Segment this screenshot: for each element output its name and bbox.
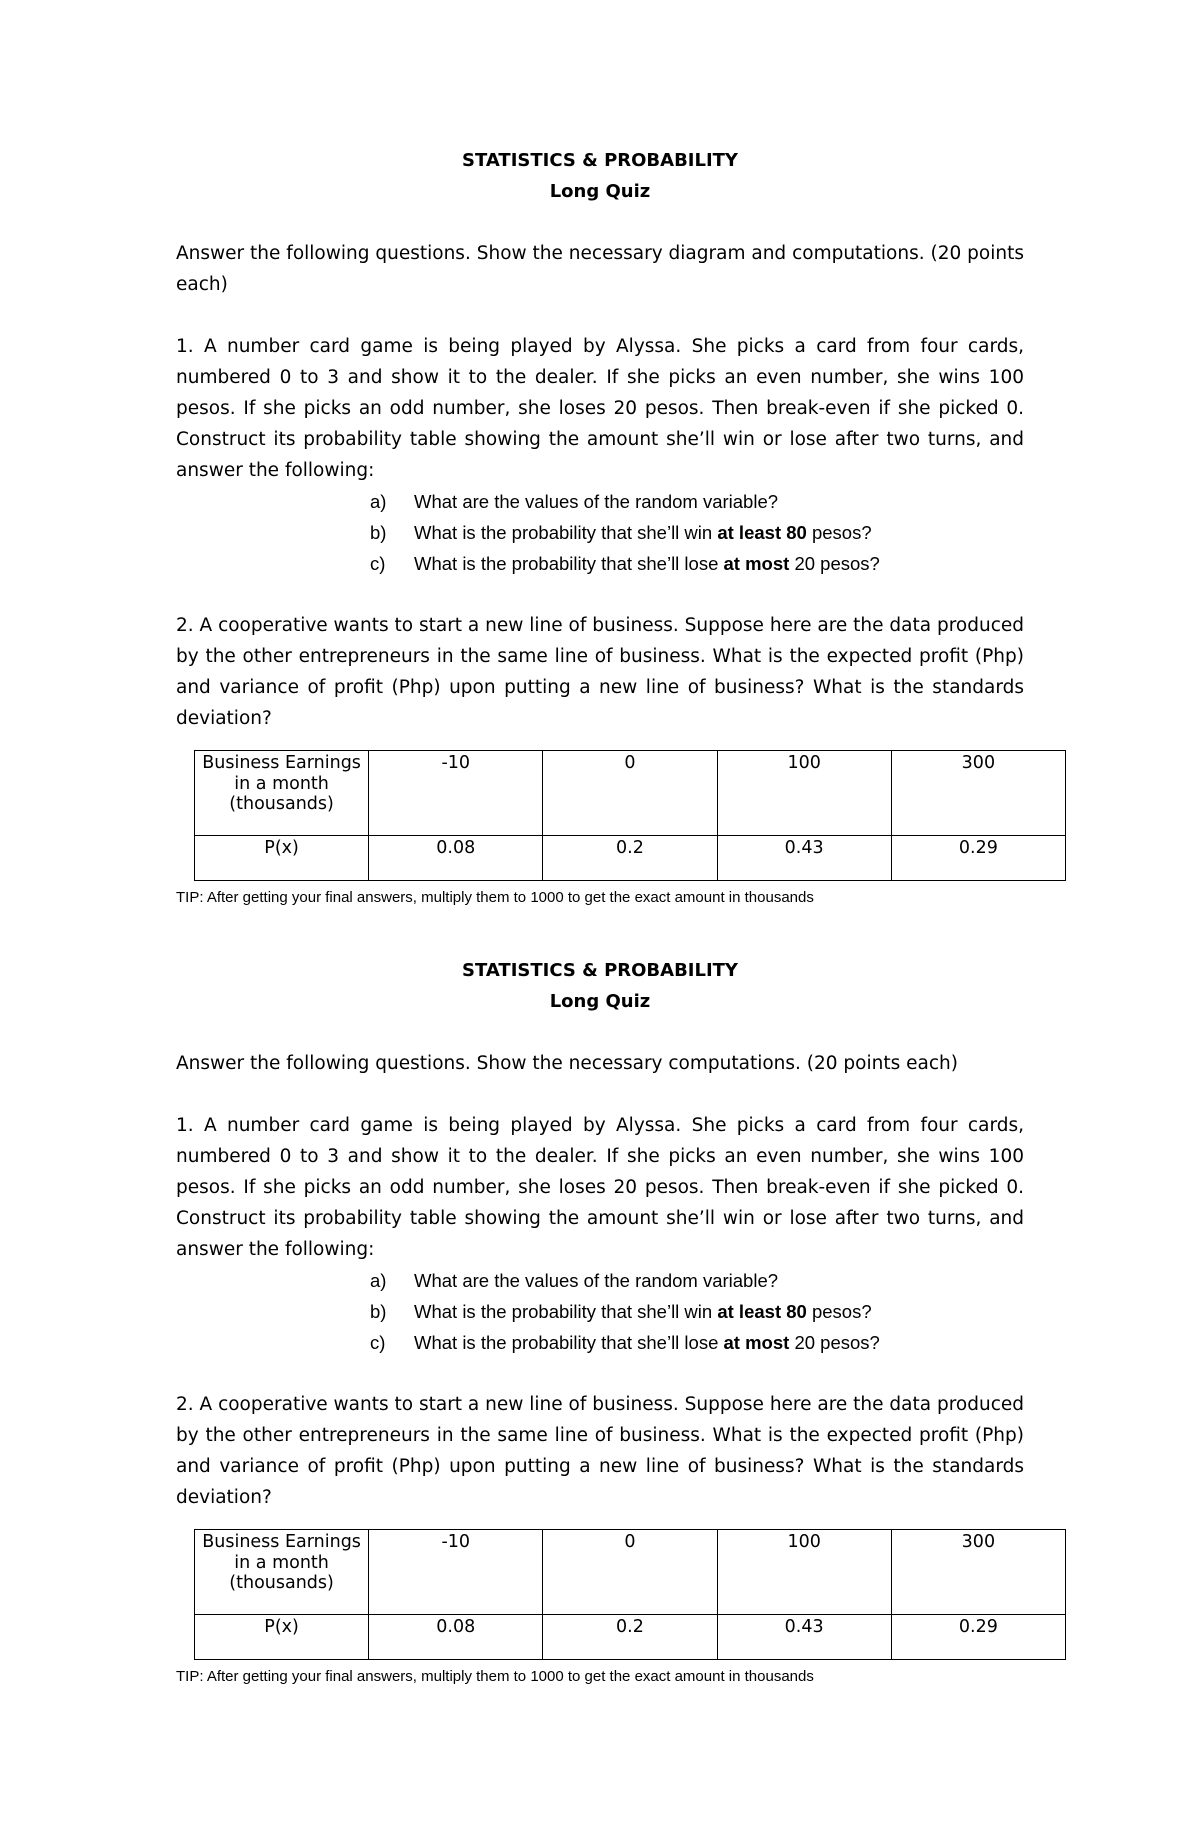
table-cell: 100 xyxy=(717,751,891,836)
sub-question-b: b) What is the probability that she’ll win at least 80 pesos? xyxy=(370,1301,872,1322)
table-row xyxy=(195,751,1066,836)
table-row xyxy=(195,836,1066,881)
quiz-section-1 xyxy=(176,145,1024,906)
earnings-table xyxy=(194,1529,1066,1660)
question-1-subitems xyxy=(176,1265,1024,1358)
tip-note: TIP: After getting your final answers, multiply them to 1000 to get the exact amount in thousands xyxy=(176,889,814,906)
table-row xyxy=(195,1615,1066,1660)
table-header-cell: Business Earnings in a month (thousands) xyxy=(195,1530,369,1615)
table-cell: 300 xyxy=(891,1530,1065,1615)
table-cell: 0.29 xyxy=(891,1615,1065,1660)
table-cell: 0 xyxy=(543,751,717,836)
table-cell: 0.08 xyxy=(369,1615,543,1660)
table-cell: -10 xyxy=(369,1530,543,1615)
table-row xyxy=(195,1530,1066,1615)
question-2: 2. A cooperative wants to start a new line of business. Suppose here are the data produced by the other entrepreneurs in the same line of business. What is the expected profit (Php) and variance of profit (Php) upon putting a new line of business? What is the standards deviation? xyxy=(176,1394,1025,1508)
table-cell: -10 xyxy=(369,751,543,836)
question-1: 1. A number card game is being played by Alyssa. She picks a card from four cards, numbered 0 to 3 and show it to the dealer. If she picks an even number, she wins 100 pesos. If she picks an odd number, she loses 20 pesos. Then break-even if she picked 0. Construct its probability table showing the amount she’ll win or lose after two turns, and answer the following: xyxy=(176,1115,1024,1260)
table-cell: 0.08 xyxy=(369,836,543,881)
table-header-cell: P(x) xyxy=(195,836,369,881)
table-cell: 300 xyxy=(891,751,1065,836)
instructions: Answer the following questions. Show the necessary diagram and computations. (20 points each) xyxy=(176,243,1024,295)
sub-question-a: a) What are the values of the random variable? xyxy=(370,491,779,512)
quiz-section-2 xyxy=(176,955,1024,1685)
quiz-title: STATISTICS & PROBABILITY xyxy=(462,960,738,981)
instructions: Answer the following questions. Show the necessary computations. (20 points each) xyxy=(176,1053,958,1074)
table-cell: 0.43 xyxy=(717,836,891,881)
quiz-subtitle: Long Quiz xyxy=(549,991,651,1012)
table-cell: 0.2 xyxy=(543,1615,717,1660)
table-header-cell: Business Earnings in a month (thousands) xyxy=(195,751,369,836)
sub-question-a: a) What are the values of the random variable? xyxy=(370,1270,779,1291)
quiz-subtitle: Long Quiz xyxy=(549,181,651,202)
tip-note: TIP: After getting your final answers, multiply them to 1000 to get the exact amount in thousands xyxy=(176,1668,814,1685)
question-1: 1. A number card game is being played by Alyssa. She picks a card from four cards, numbered 0 to 3 and show it to the dealer. If she picks an even number, she wins 100 pesos. If she picks an odd number, she loses 20 pesos. Then break-even if she picked 0. Construct its probability table showing the amount she’ll win or lose after two turns, and answer the following: xyxy=(176,336,1024,481)
table-cell: 0.43 xyxy=(717,1615,891,1660)
table-cell: 0.29 xyxy=(891,836,1065,881)
table-cell: 100 xyxy=(717,1530,891,1615)
table-header-cell: P(x) xyxy=(195,1615,369,1660)
table-cell: 0.2 xyxy=(543,836,717,881)
sub-question-b: b) What is the probability that she’ll win at least 80 pesos? xyxy=(370,522,872,543)
earnings-table xyxy=(194,750,1066,881)
table-cell: 0 xyxy=(543,1530,717,1615)
sub-question-c: c) What is the probability that she’ll lose at most 20 pesos? xyxy=(370,553,880,574)
question-2: 2. A cooperative wants to start a new line of business. Suppose here are the data produced by the other entrepreneurs in the same line of business. What is the expected profit (Php) and variance of profit (Php) upon putting a new line of business? What is the standards deviation? xyxy=(176,615,1025,729)
quiz-title: STATISTICS & PROBABILITY xyxy=(462,150,738,171)
question-1-subitems xyxy=(176,486,1024,579)
sub-question-c: c) What is the probability that she’ll lose at most 20 pesos? xyxy=(370,1332,880,1353)
